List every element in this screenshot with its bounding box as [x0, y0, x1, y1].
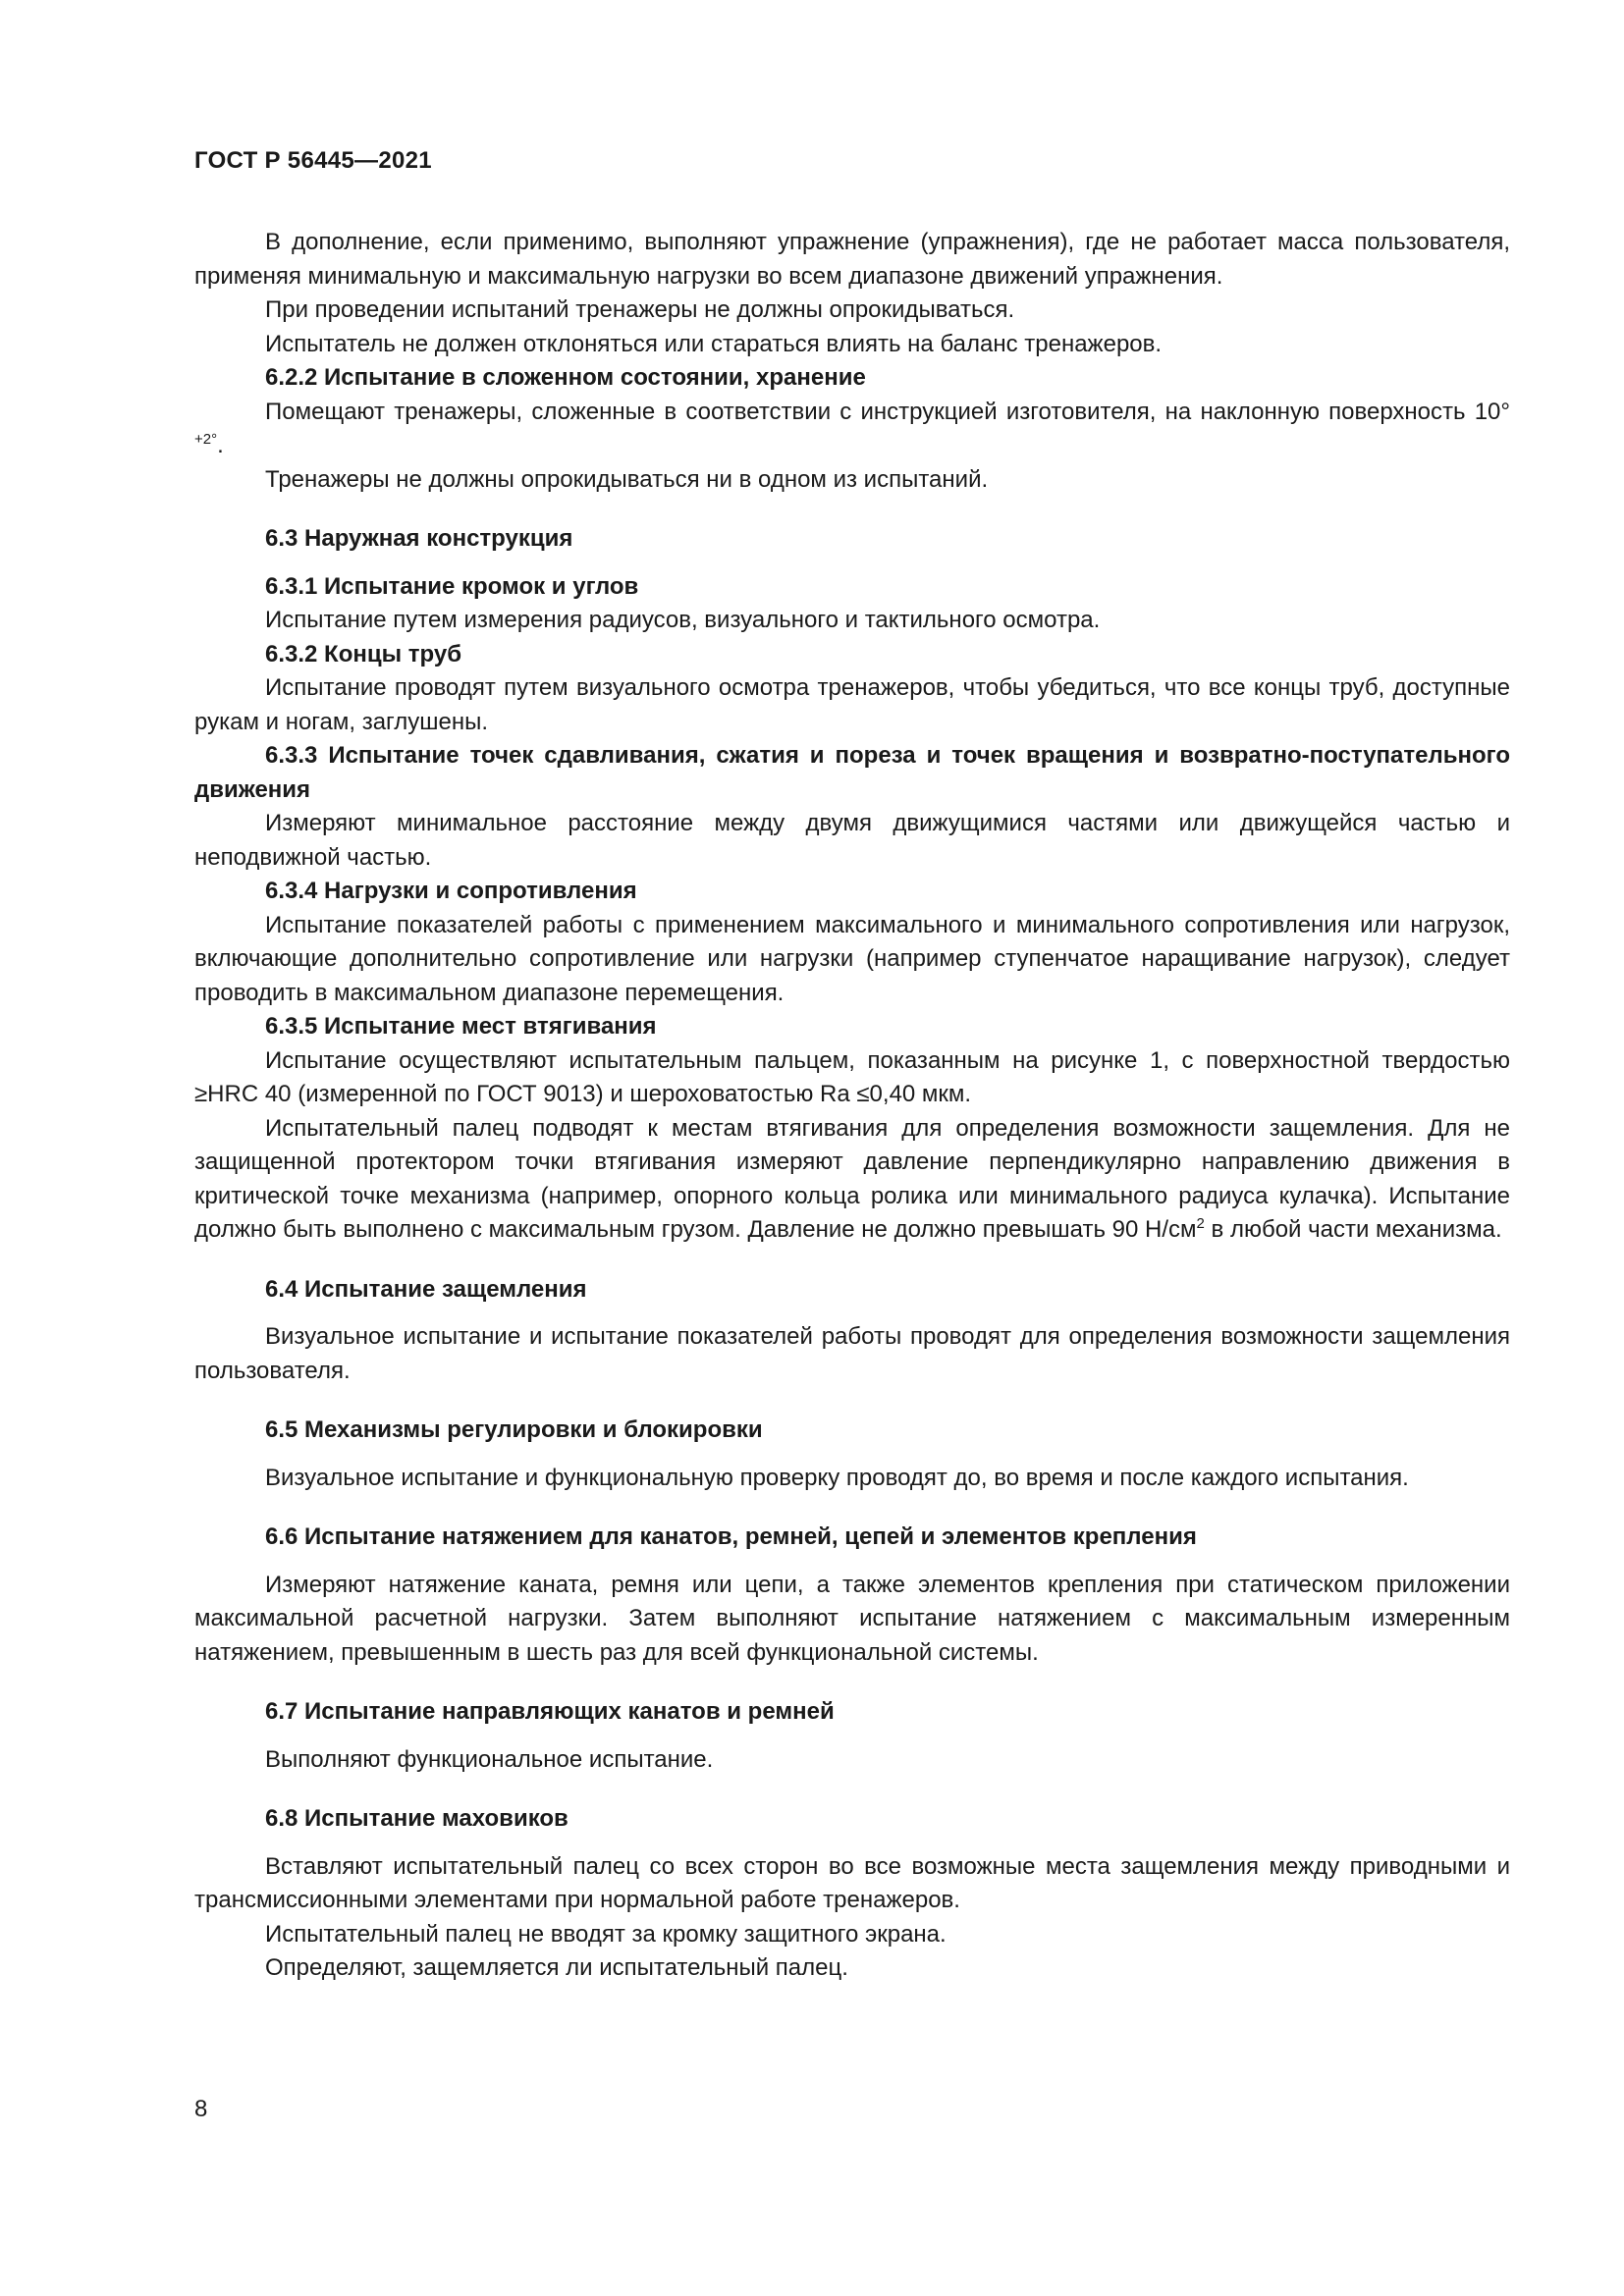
document-code: ГОСТ Р 56445—2021 [194, 147, 432, 174]
subsection-heading-6-3-5: 6.3.5 Испытание мест втягивания [265, 1013, 657, 1040]
paragraph: Визуальное испытание и испытание показателей работы проводят для определения возможности защемления пользователя. [194, 1323, 1510, 1384]
paragraph: Испытание проводят путем визуального осмотра тренажеров, чтобы убедиться, что все концы труб, доступные рукам и ногам, заглушены. [194, 674, 1510, 735]
section-heading-6-5: 6.5 Механизмы регулировки и блокировки [265, 1416, 763, 1443]
unit-superscript: 2 [1196, 1215, 1205, 1232]
section-heading-6-7: 6.7 Испытание направляющих канатов и ремней [265, 1698, 835, 1725]
paragraph: Испытание осуществляют испытательным пальцем, показанным на рисунке 1, с поверхностной твердостью ≥HRC 40 (измеренной по ГОСТ 9013) и шероховатостью Ra ≤0,40 мкм. [194, 1046, 1510, 1107]
document-body [194, 226, 1510, 1986]
section-heading-6-8: 6.8 Испытание маховиков [265, 1805, 568, 1832]
paragraph-text: Помещают тренажеры, сложенные в соответствии с инструкцией изготовителя, на наклонную поверхность 10° [265, 398, 1510, 425]
paragraph: Визуальное испытание и функциональную проверку проводят до, во время и после каждого испытания. [265, 1464, 1409, 1491]
paragraph: Испытание показателей работы с применением максимального и минимального сопротивления или нагрузок, включающие дополнительно сопротивление или нагрузки (например ступенчатое наращивание нагрузок), следует проводить в максимальном диапазоне перемещения. [194, 911, 1510, 1006]
subsection-heading-6-3-4: 6.3.4 Нагрузки и сопротивления [265, 878, 637, 904]
section-heading-6-3: 6.3 Наружная конструкция [265, 525, 573, 552]
paragraph: Измеряют натяжение каната, ремня или цепи, а также элементов крепления при статическом приложении максимальной расчетной нагрузки. Затем выполняют испытание натяжением с максимальным измеренным натяжением, превышенным в шесть раз для всей функциональной системы. [194, 1571, 1510, 1666]
tolerance-superscript: +2° [194, 431, 218, 448]
subsection-heading-6-3-2: 6.3.2 Концы труб [265, 640, 462, 667]
paragraph: Измеряют минимальное расстояние между двумя движущимися частями или движущейся частью и неподвижной частью. [194, 810, 1510, 871]
paragraph: Испытательный палец не вводят за кромку защитного экрана. [265, 1920, 947, 1948]
paragraph-text: Испытательный палец подводят к местам втягивания для определения возможности защемления. Для не защищенной протектором точки втягивания измеряют давление перпендикулярно направлению движения в критической точке механизма (например, опорного кольца ролика или минимального радиуса кулачка). Испытание должно быть выполнено с максимальным грузом. Давление не должно превышать 90 Н/см [194, 1114, 1510, 1243]
subsection-heading-6-2-2: 6.2.2 Испытание в сложенном состоянии, хранение [265, 364, 866, 391]
paragraph: При проведении испытаний тренажеры не должны опрокидываться. [265, 296, 1015, 323]
paragraph [194, 396, 1510, 463]
subsection-heading-6-3-1: 6.3.1 Испытание кромок и углов [265, 572, 639, 600]
paragraph: В дополнение, если применимо, выполняют упражнение (упражнения), где не работает масса пользователя, применяя минимальную и максимальную нагрузки во всем диапазоне движений упражнения. [194, 229, 1510, 290]
section-heading-6-4: 6.4 Испытание защемления [265, 1275, 587, 1303]
paragraph: Испытатель не должен отклоняться или стараться влиять на баланс тренажеров. [265, 330, 1163, 357]
paragraph: Определяют, защемляется ли испытательный палец. [265, 1954, 848, 1981]
paragraph: Испытание путем измерения радиусов, визуального и тактильного осмотра. [265, 607, 1101, 633]
paragraph: Вставляют испытательный палец со всех сторон во все возможные места защемления между приводными и трансмиссионными элементами при нормальной работе тренажеров. [194, 1852, 1510, 1913]
paragraph: Выполняют функциональное испытание. [265, 1745, 714, 1773]
section-heading-6-6: 6.6 Испытание натяжением для канатов, ремней, цепей и элементов крепления [265, 1523, 1197, 1550]
paragraph: Тренажеры не должны опрокидываться ни в одном из испытаний. [265, 465, 989, 493]
subsection-heading-6-3-3: 6.3.3 Испытание точек сдавливания, сжатия и пореза и точек вращения и возвратно-поступательного движения [194, 742, 1510, 803]
paragraph-text-end: . [217, 432, 224, 458]
page-number: 8 [194, 2096, 208, 2122]
paragraph-text-end: в любой части механизма. [1204, 1216, 1502, 1243]
paragraph [194, 1112, 1510, 1248]
